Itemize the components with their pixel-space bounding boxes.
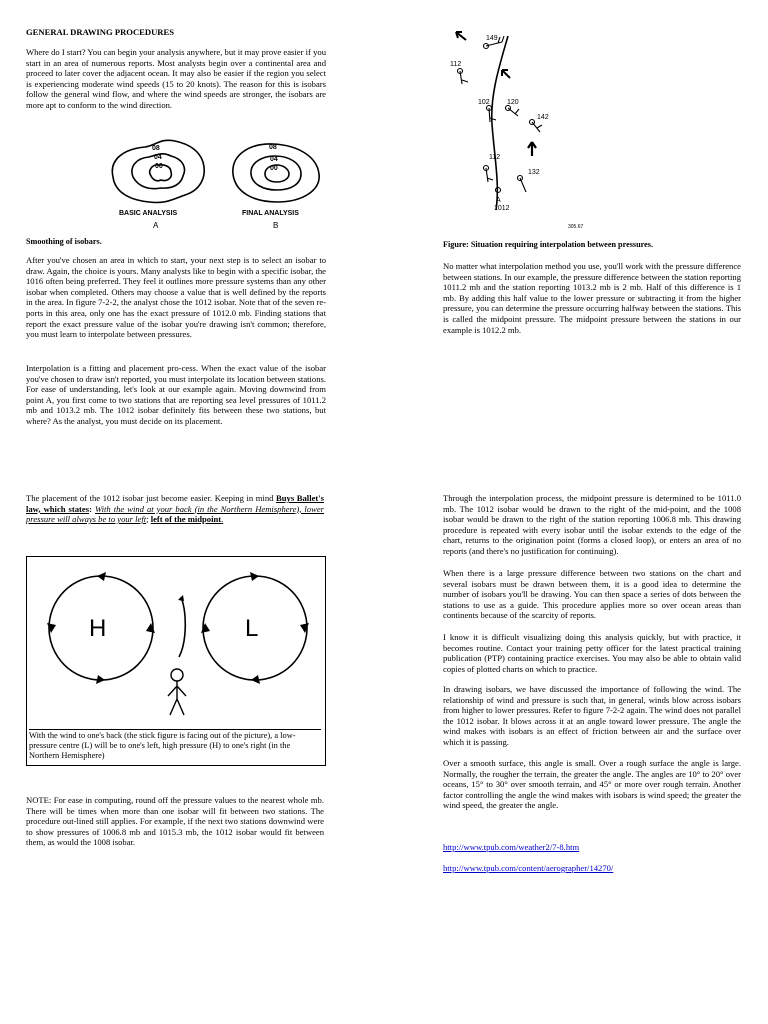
high-low-diagram-box: [26, 556, 326, 766]
diagram-caption: With the wind to one's back (the stick figure is facing out of the picture), a low-pressure centre (L) will be to one's left, high pressure (H) to one's right (in the Northern Hemisphere): [29, 729, 321, 762]
practice-paragraph: I know it is difficult visualizing doing this analysis quickly, but with practice, it becomes routine. Contact your training petty officer for the latest practical training publication (PTP) containing practice exercises. You may also be able to obtain valid copies of plotted charts on which to practice.: [443, 632, 741, 674]
isobar-label-08: 08: [152, 145, 160, 152]
buys-ballot-semicolon: ;: [146, 514, 151, 525]
station-label: 149: [486, 35, 498, 42]
low-pressure-label: L: [245, 615, 259, 642]
station-label: 112: [489, 154, 501, 161]
station-label: 120: [507, 99, 519, 106]
buys-ballot-paragraph: [26, 493, 324, 525]
wind-arrow-icon: [502, 70, 510, 78]
figure-number: 305.67: [568, 224, 584, 230]
wind-arrow-icon: [456, 32, 466, 40]
isobar-label-04-final: 04: [270, 156, 278, 163]
basic-analysis-caption: BASIC ANALYSIS: [119, 210, 178, 217]
stick-figure-icon: [168, 669, 186, 715]
isobar-label-00-final: 00: [270, 165, 278, 172]
final-analysis-caption: FINAL ANALYSIS: [242, 210, 299, 217]
note-paragraph: NOTE: For ease in computing, round off the pressure values to the nearest whole mb. There will be times when more than one isobar will fit between two stations. The procedure out-lined still applies. For example, if the next two stations downwind were to show pressures of 1006.8 mb and 1015.3 mb, the 1012 isobar would fit between them, as would the 1008 isobar.: [26, 795, 324, 848]
isobar-smoothing-figure: [105, 132, 335, 232]
station-label: 132: [528, 169, 540, 176]
buys-ballot-intro: The placement of the 1012 isobar just become easier. Keeping in mind: [26, 493, 277, 503]
reference-link-1[interactable]: http://www.tpub.com/weather2/7-8.htm: [443, 842, 580, 852]
wind-pressure-paragraph: In drawing isobars, we have discussed the importance of following the wind. The relationship of wind and pressure is such that, in general, winds blow across isobars from higher to lower pressures. Refer to figure 7-2-2 again. The wind does not parallel the 1012 isobar. It blows across it at an angle toward lower pressure. The angle the wind makes with isobars is an effect of friction between air and the surface over which it is passing.: [443, 684, 741, 747]
final-analysis-letter: B: [273, 221, 279, 230]
interpolation-station-figure: [440, 24, 590, 234]
station-label: 142: [537, 114, 549, 121]
buys-ballot-rule: With the wind at your back (in the Northern Hemisphere), lower pressure will always be to your left: [26, 503, 324, 525]
wind-arrow-icon: [528, 142, 536, 156]
reference-link-2[interactable]: http://www.tpub.com/content/aerographer/14270/: [443, 863, 614, 873]
isobar-selection-paragraph: After you've chosen an area in which to start, your next step is to select an isobar to draw. Again, the choice is yours. Many analysts like to begin with a specific isobar, the 1016 often being preferred. They feel it outlines more pressure systems than any other isobar when completed. Others may choose a value that is well defined by the reports in the area. In figure 7-2-2, the analyst chose the 1012 isobar. Note that of the seven re-ports in this area, only one has the exact pressure of 1012.0 mb. Finding stations that report the exact pressure value of the isobar you're drawing isn't common; therefore, you must learn to interpolate between pressures.: [26, 255, 326, 340]
station-label: 112: [450, 61, 462, 68]
buys-ballot-colon: :: [89, 503, 95, 514]
intro-paragraph: Where do I start? You can begin your analysis anywhere, but it may prove easier if you start in an area of numerous reports. Most analysts begin over a continental area and proceed to later cover the adjacent ocean. It may also be easier if the region you select is experiencing moderate wind speeds (15 to 20 knots). The reason for this is isobars follow the general wind flow, and where the wind speeds are stronger, the isobars are more apt to conform to the wind direction.: [26, 47, 326, 110]
basic-analysis-letter: A: [153, 221, 159, 230]
final-analysis-contours: [233, 144, 319, 202]
buys-ballot-law: Buys Ballet's law, which states: [26, 493, 324, 514]
high-low-diagram: [27, 557, 325, 729]
isobar-1012-line: [492, 36, 508, 210]
midpoint-paragraph: No matter what interpolation method you use, you'll work with the pressure difference between stations. In our example, the pressure difference between the station reporting 1011.2 mb and the station reporting 1013.2 mb is 2 mb. Half of this difference is 1 mb. By adding this half value to the lower pressure or subtracting it from the higher pressure, you can determine the pressure occurring halfway between the stations. This is called the midpoint pressure. The midpoint pressure between the stations in our example is 1012.2 mb.: [443, 261, 741, 335]
large-difference-paragraph: When there is a large pressure difference between two stations on the chart and several isobars must be drawn between them, it is a good idea to determine the number of isobars you'll be drawing. You can then space a series of dots between the stations to use as a guide. This procedure applies more so over ocean areas than continents because of the scarcity of reports.: [443, 568, 741, 621]
midpoint-result-paragraph: Through the interpolation process, the midpoint pressure is determined to be 1011.0 mb. The 1012 isobar would be drawn to the right of the mid-point, and the 1008 isobar would be drawn to the right of the station reporting 1006.8 mb. This drawing procedure is repeated with every isobar until the isobar extends to the edge of the chart, returns to the origination point (forms a closed loop), or enters an area of no reports (and there's no justification for continuing).: [443, 493, 741, 556]
isobar-label-08-final: 08: [269, 144, 277, 151]
wind-direction-arc: [179, 597, 185, 657]
smoothing-caption: Smoothing of isobars.: [26, 237, 102, 246]
high-pressure-label: H: [89, 615, 107, 642]
section-heading: GENERAL DRAWING PROCEDURES: [26, 27, 175, 37]
buys-ballot-period: .: [221, 514, 224, 525]
arc-arrow-icon: [178, 595, 184, 601]
station-label: 102: [478, 99, 490, 106]
surface-angle-paragraph: Over a smooth surface, this angle is small. Over a rough surface the angle is large. Normally, the rougher the terrain, the greater the angle. The angles are 10° to 20° over oceans, 15° to 30° over smooth terrain, and 45° or more over rough terrain. Another factor controlling the angle the wind makes with isobars is wind speed; the greater the wind speed, the greater the angle.: [443, 758, 741, 811]
isobar-label-00: 00: [155, 163, 163, 170]
point-label: A: [496, 197, 501, 204]
point-value: 1012: [494, 205, 510, 212]
interpolation-paragraph: Interpolation is a fitting and placement pro-cess. When the exact value of the isobar you've chosen to draw isn't reported, you must interpolate its location between stations. For ease of understanding, let's look at our example again. Moving downwind from point A, you first come to two stations that are reporting sea level pressures of 1011.2 mb and 1013.2 mb. The 1012 isobar definitely fits between these two stations, but where? As the analyst, you must decide on its placement.: [26, 363, 326, 426]
isobar-label-04: 04: [154, 154, 162, 161]
buys-ballot-emphasis: left of the midpoint: [150, 514, 222, 525]
figure-caption: Figure: Situation requiring interpolation between pressures.: [443, 240, 653, 249]
